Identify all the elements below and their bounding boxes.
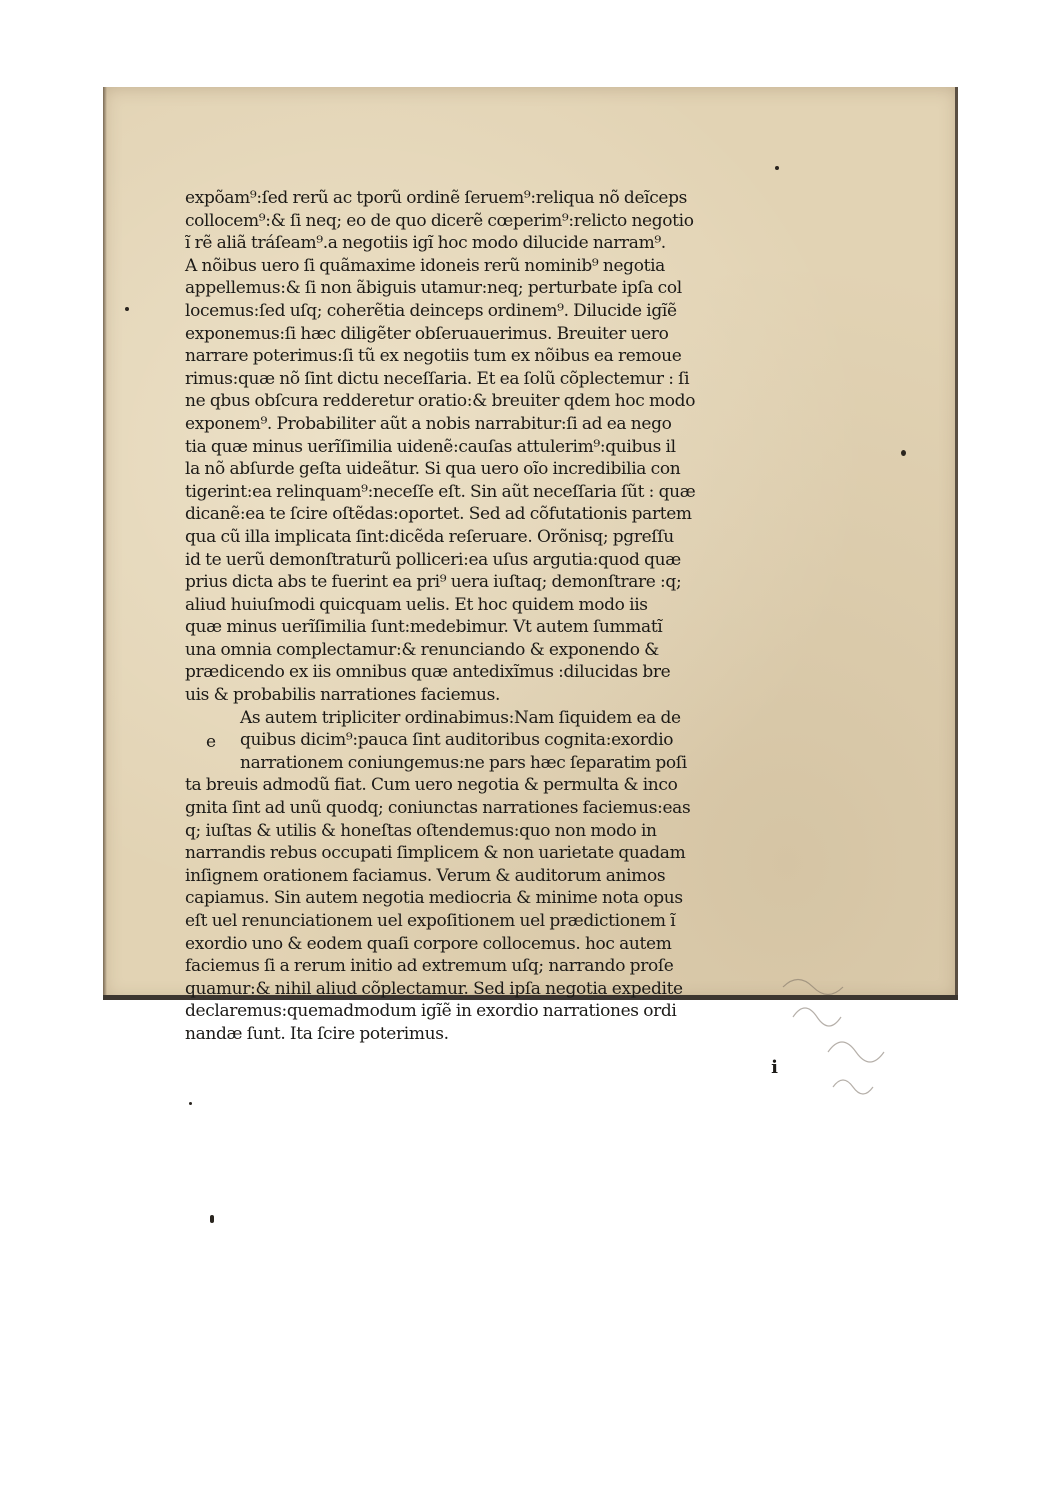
text-line: inſignem orationem faciamus. Verum & auditorum animos — [185, 865, 666, 886]
ink-speck — [775, 166, 779, 170]
text-line: aliud huiuſmodi quicquam uelis. Et hoc quidem modo iis — [185, 594, 648, 615]
ink-speck — [189, 1102, 192, 1105]
text-line: id te uerũ demonſtraturũ polliceri:ea uſus argutia:quod quæ — [185, 549, 681, 570]
text-line: gnita ſint ad unũ quodq; coniunctas narrationes faciemus:eas — [185, 798, 691, 819]
text-line: rimus:quæ nõ ſint dictu neceſſaria. Et ea ſolũ cõplectemur : ſi — [185, 368, 690, 389]
text-line: qua cũ illa implicata ſint:dicẽda reſeruare. Orõnisq; pgreſſu — [185, 526, 674, 547]
text-line: faciemus ſi a rerum initio ad extremum uſq; narrando proſe — [185, 956, 674, 977]
text-line: la nõ abſurde geſta uideãtur. Si qua uero oĩo incredibilia con — [185, 459, 681, 480]
text-line: exponem⁹. Probabiliter aũt a nobis narrabitur:ſi ad ea nego — [185, 413, 672, 434]
text-line: exponemus:ſi hæc diligẽter obſeruauerimus. Breuiter uero — [185, 323, 669, 344]
text-line: locemus:ſed uſq; coherẽtia deinceps ordinem⁹. Dilucide igĩẽ — [185, 300, 677, 321]
text-line: capiamus. Sin autem negotia mediocria & minime nota opus — [185, 888, 683, 909]
text-line: narrandis rebus occupati ſimplicem & non uarietate quadam — [185, 843, 686, 864]
page-edge-right — [955, 87, 958, 1000]
ink-speck — [125, 307, 129, 311]
text-line: declaremus:quemadmodum igĩẽ in exordio narrationes ordi — [185, 1001, 677, 1022]
text-line: tigerint:ea relinquam⁹:neceſſe eſt. Sin aũt neceſſaria ſũt : quæ — [185, 481, 696, 502]
text-line: dicanẽ:ea te ſcire oſtẽdas:oportet. Sed ad cõfutationis partem — [185, 504, 692, 525]
text-line: ne qbus obſcura redderetur oratio:& breuiter qdem hoc modo — [185, 391, 696, 412]
watermark-stroke — [828, 1042, 884, 1062]
text-line: A nõibus uero ſi quãmaxime idoneis rerũ nominib⁹ negotia — [185, 255, 665, 276]
text-line: collocem⁹:& ſi neq; eo de quo dicerẽ cœperim⁹:relicto negotio — [185, 210, 694, 231]
page-edge-left — [103, 87, 107, 1000]
watermark-stroke — [783, 980, 843, 995]
text-line: ĩ rẽ aliã tráſeam⁹.a negotiis igĩ hoc modo dilucide narram⁹. — [185, 233, 666, 254]
text-line: eſt uel renunciationem uel expoſitionem uel prædictionem ĩ — [185, 911, 676, 931]
text-line: prius dicta abs te fuerint ea pri⁹ uera iuſtaq; demonſtrare :q; — [185, 572, 682, 593]
text-line: quibus dicim⁹:pauca ſint auditoribus cognita:exordio — [240, 730, 674, 751]
text-line: quæ minus uerĩſimilia ſunt:medebimur. Vt autem ſummatĩ — [185, 617, 663, 638]
text-line: exordio uno & eodem quaſi corpore collocemus. hoc autem — [185, 933, 672, 954]
text-line: As autem tripliciter ordinabimus:Nam ſiquidem ea de — [240, 707, 681, 728]
signature-mark: i — [771, 1057, 778, 1078]
watermark-stroke — [793, 1008, 841, 1026]
book-page — [103, 87, 958, 1078]
text-line: tia quæ minus uerĩſimilia uidenẽ:cauſas attulerim⁹:quibus il — [185, 436, 676, 457]
ink-speck — [210, 1215, 214, 1223]
text-line: ta breuis admodũ fiat. Cum uero negotia & permulta & inco — [185, 775, 678, 796]
ink-speck — [901, 450, 906, 456]
text-line: quamur:& nihil aliud cõplectamur. Sed ipſa negotia expedite — [185, 978, 683, 999]
text-line: appellemus:& ſi non ãbiguis utamur:neq; perturbate ipſa col — [185, 278, 682, 299]
text-line: expõam⁹:ſed rerũ ac tporũ ordinẽ ſeruem⁹:reliqua nõ deĩceps — [185, 188, 688, 208]
guide-letter: e — [206, 732, 217, 752]
main-text — [185, 187, 795, 1046]
text-line: narrationem coniungemus:ne pars hæc ſeparatim poſi — [240, 752, 687, 773]
text-line: narrare poterimus:ſi tũ ex negotiis tum ex nõibus ea remoue — [185, 346, 682, 367]
text-line: uis & probabilis narrationes faciemus. — [185, 685, 501, 706]
text-line: nandæ ſunt. Ita ſcire poterimus. — [185, 1023, 449, 1044]
library-watermark — [773, 957, 893, 1117]
text-line: q; iuſtas & utilis & honeſtas oſtendemus:quo non modo in — [185, 820, 657, 841]
watermark-stroke — [833, 1080, 873, 1094]
text-line: prædicendo ex iis omnibus quæ antedixĩmus :dilucidas bre — [185, 662, 671, 683]
text-line: una omnia complectamur:& renunciando & exponendo & — [185, 639, 659, 660]
